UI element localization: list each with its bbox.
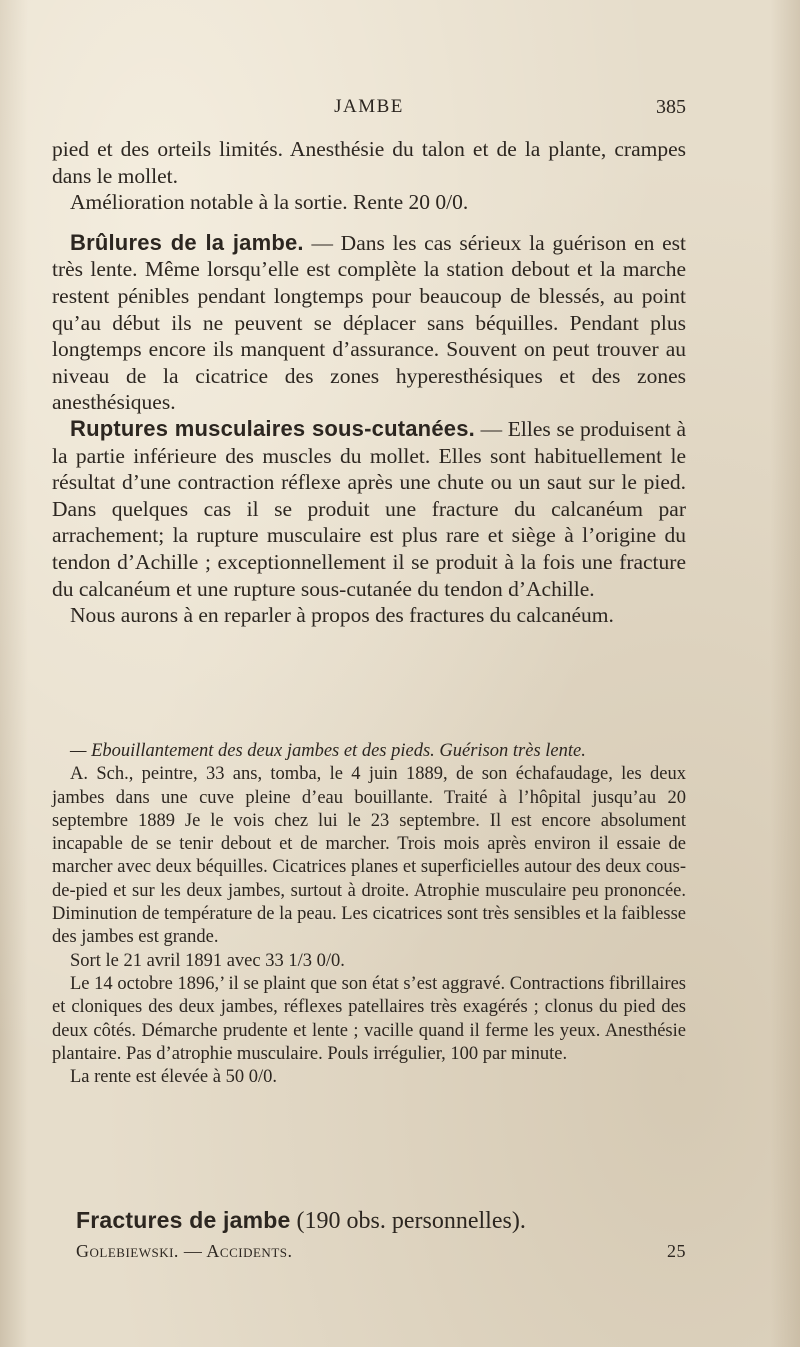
- main-text: [52, 136, 686, 629]
- text-ruptures: — Elles se produisent à la partie inférieure des muscles du mollet. Elles sont habituellement le résultat d’une contraction réflexe après une chute ou un saut sur le pied. Dans quelques cas il se produit une fracture du calcanéum par arrachement; la rupture musculaire est plus rare et siège à l’origine du tendon d’Achille ; exceptionnellement il se produit à la fois une fracture du calcanéum et une rupture sous-cutanée du tendon d’Achille.: [52, 416, 686, 601]
- case-paragraph-4: La rente est élevée à 50 0/0.: [70, 1067, 277, 1088]
- section-fractures: [76, 1207, 686, 1235]
- heading-fractures-suffix: (190 obs. personnelles).: [290, 1208, 526, 1234]
- paragraph-amelioration: Amélioration notable à la sortie. Rente 20 0/0.: [70, 190, 469, 215]
- paragraph-continuation: pied et des orteils limités. Anesthésie du talon et de la plante, crampes dans le mollet.: [52, 137, 686, 188]
- case-paragraph-2: Sort le 21 avril 1891 avec 33 1/3 0/0.: [70, 950, 345, 971]
- text-brulures: — Dans les cas sérieux la guérison en est très lente. Même lorsqu’elle est complète la station debout et la marche restent pénibles pendant longtemps pour beaucoup de blessés, au point qu’au début ils ne peuvent se déplacer sans béquilles. Pendant plus longtemps encore ils manquent d’assurance. Souvent on peut trouver au niveau de la cicatrice des zones hyperesthésiques et des zones anesthésiques.: [52, 230, 687, 415]
- case-title: — Ebouillantement des deux jambes et des pieds. Guérison très lente.: [70, 741, 586, 761]
- paragraph-reparler: Nous aurons à en reparler à propos des fractures du calcanéum.: [70, 603, 614, 628]
- section-brulures: [52, 230, 686, 416]
- heading-fractures: Fractures de jambe: [76, 1207, 291, 1233]
- footer-sheet-number: 25: [667, 1241, 686, 1261]
- running-title: JAMBE: [334, 96, 404, 117]
- case-paragraph-1: A. Sch., peintre, 33 ans, tomba, le 4 juin 1889, de son échafaudage, les deux jambes dans une cuve pleine d’eau bouillante. Traité à l’hôpital jusqu’au 20 septembre 1889 Je le vois chez lui le 23 septembre. Il est encore absolument incapable de se tenir debout et de marcher. Trois mois après environ il essaie de marcher avec deux béquilles. Cicatrices planes et superficielles autour des deux cous-de-pied et sur les deux jambes, surtout à droite. Atrophie musculaire peu prononcée. Diminution de température de la peau. Les cicatrices sont très sensibles et la faiblesse des jambes est grande.: [52, 764, 686, 948]
- heading-brulures: Brûlures de la jambe.: [70, 229, 304, 255]
- footer-signature: Golebiewski. — Accidents.: [76, 1241, 293, 1261]
- section-ruptures: [52, 416, 686, 602]
- case-paragraph-3: Le 14 octobre 1896,’ il se plaint que son état s’est aggravé. Contractions fibrillaires et cloniques des deux jambes, réflexes patellaires très exagérés ; clonus du pied des deux côtés. Démarche prudente et lente ; vacille quand il ferme les yeux. Anesthésie plantaire. Pas d’atrophie musculaire. Pouls irrégulier, 100 par minute.: [52, 973, 686, 1064]
- page-number: 385: [656, 96, 686, 118]
- case-report: [52, 740, 686, 1089]
- heading-ruptures: Ruptures musculaires sous-cutanées.: [70, 415, 475, 441]
- page-footer: [76, 1241, 686, 1262]
- running-head: [52, 96, 686, 124]
